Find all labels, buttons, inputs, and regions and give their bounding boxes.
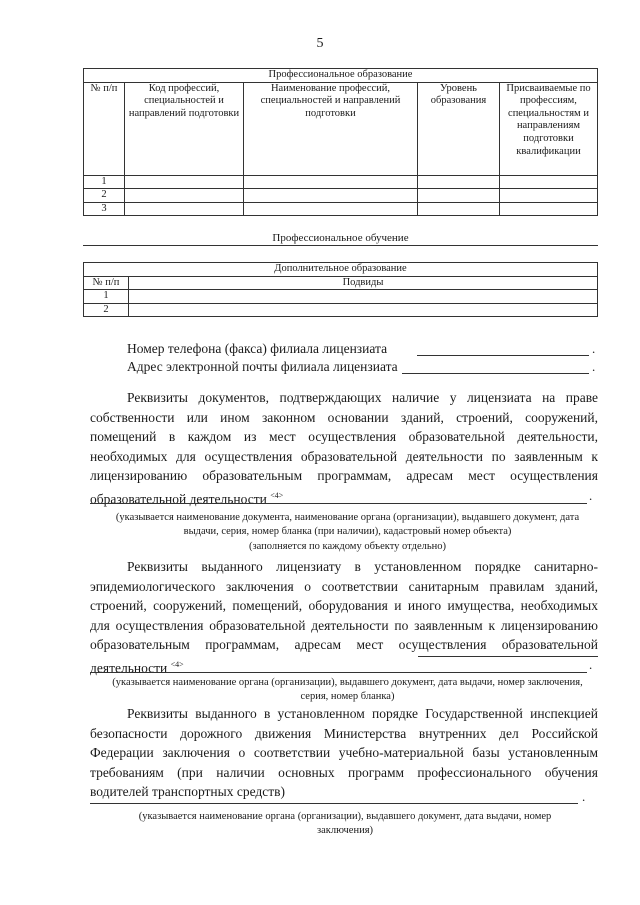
table-row (84, 202, 598, 216)
email-period: . (592, 359, 596, 374)
row-number: 1 (84, 175, 125, 189)
traffic-field[interactable] (90, 803, 578, 804)
additional-education-title: Дополнительное образование (84, 263, 598, 277)
sanitary-field-inline[interactable] (418, 656, 598, 657)
traffic-hint: (указывается наименование органа (организации), выдавшего документ, дата выдачи, номер заключения) (138, 811, 552, 836)
phone-field[interactable] (417, 355, 589, 356)
email-field[interactable] (402, 373, 589, 374)
traffic-paragraph (90, 704, 598, 802)
ownership-period: . (589, 488, 593, 503)
prof-education-title: Профессиональное образование (84, 69, 598, 83)
ownership-field[interactable] (90, 503, 587, 504)
prof-education-table (83, 68, 598, 216)
header-level: Уровень образования (418, 82, 500, 175)
header-qualification: Присваиваемые по профессиям, специальностям и направлениям подготовки квалификации (500, 82, 598, 175)
page-number: 5 (316, 36, 324, 51)
header-num: № п/п (84, 276, 129, 290)
row-number: 1 (84, 290, 129, 304)
sanitary-field[interactable] (90, 672, 587, 673)
header-num: № п/п (84, 82, 125, 175)
sanitary-text: Реквизиты выданного лицензиату в установленном порядке санитарно-эпидемиологического заключения о соответствии санитарным правилам зданий, строений, сооружений, помещений, оборудования и иного имущества, необходимых для осуществления образовательной деятельности по заявленным к лицензированию образовательным программам, адресам мест осуществления образовательной деятельности (90, 559, 598, 675)
footnote-ref: <4> (270, 490, 284, 500)
prof-training-title: Профессиональное обучение (272, 232, 409, 244)
header-subtypes: Подвиды (129, 276, 598, 290)
row-number: 2 (84, 189, 125, 203)
row-number: 2 (84, 303, 129, 317)
traffic-period: . (582, 789, 586, 804)
phone-label: Номер телефона (факса) филиала лицензиата (127, 341, 388, 356)
table-row (84, 175, 598, 189)
ownership-text: Реквизиты документов, подтверждающих наличие у лицензиата на праве собственности или ином законном основании зданий, строений, сооружений, помещений в каждом из мест осуществления образовательной деятельности, необходимых для осуществления образовательной деятельности по заявленным к лицензированию образовательным программам, адресам мест осуществления образовательной деятельности (90, 390, 598, 506)
ownership-hint-per-object: (заполняется по каждому объекту отдельно) (248, 541, 446, 552)
footnote-ref: <4> (170, 659, 184, 669)
sanitary-hint: (указывается наименование органа (организации), выдавшего документ, дата выдачи, номер заключения, серия, номер бланка) (112, 677, 583, 702)
additional-education-table (83, 262, 598, 317)
phone-period: . (592, 341, 596, 356)
table-row (84, 290, 598, 304)
table-row (84, 189, 598, 203)
header-code: Код профессий, специальностей и направлений подготовки (125, 82, 244, 175)
sanitary-paragraph (90, 557, 598, 678)
ownership-hint: (указывается наименование документа, наименование органа (организации), выдавшего документ, дата выдачи, серия, номер бланка (при наличии), кадастровый номер объекта) (115, 512, 580, 537)
row-number: 3 (84, 202, 125, 216)
ownership-paragraph (90, 388, 598, 509)
sanitary-period: . (589, 657, 593, 672)
traffic-text: Реквизиты выданного в установленном порядке Государственной инспекцией безопасности дорожного движения Министерства внутренних дел Российской Федерации заключения о соответствии учебно-материальной базы установленным требованиям (при наличии основных программ профессионального обучения водителей транспортных средств) (90, 706, 598, 799)
email-label: Адрес электронной почты филиала лицензиата (127, 359, 398, 374)
header-name: Наименование профессий, специальностей и направлений подготовки (244, 82, 418, 175)
table-row (84, 303, 598, 317)
prof-training-line (83, 245, 598, 246)
